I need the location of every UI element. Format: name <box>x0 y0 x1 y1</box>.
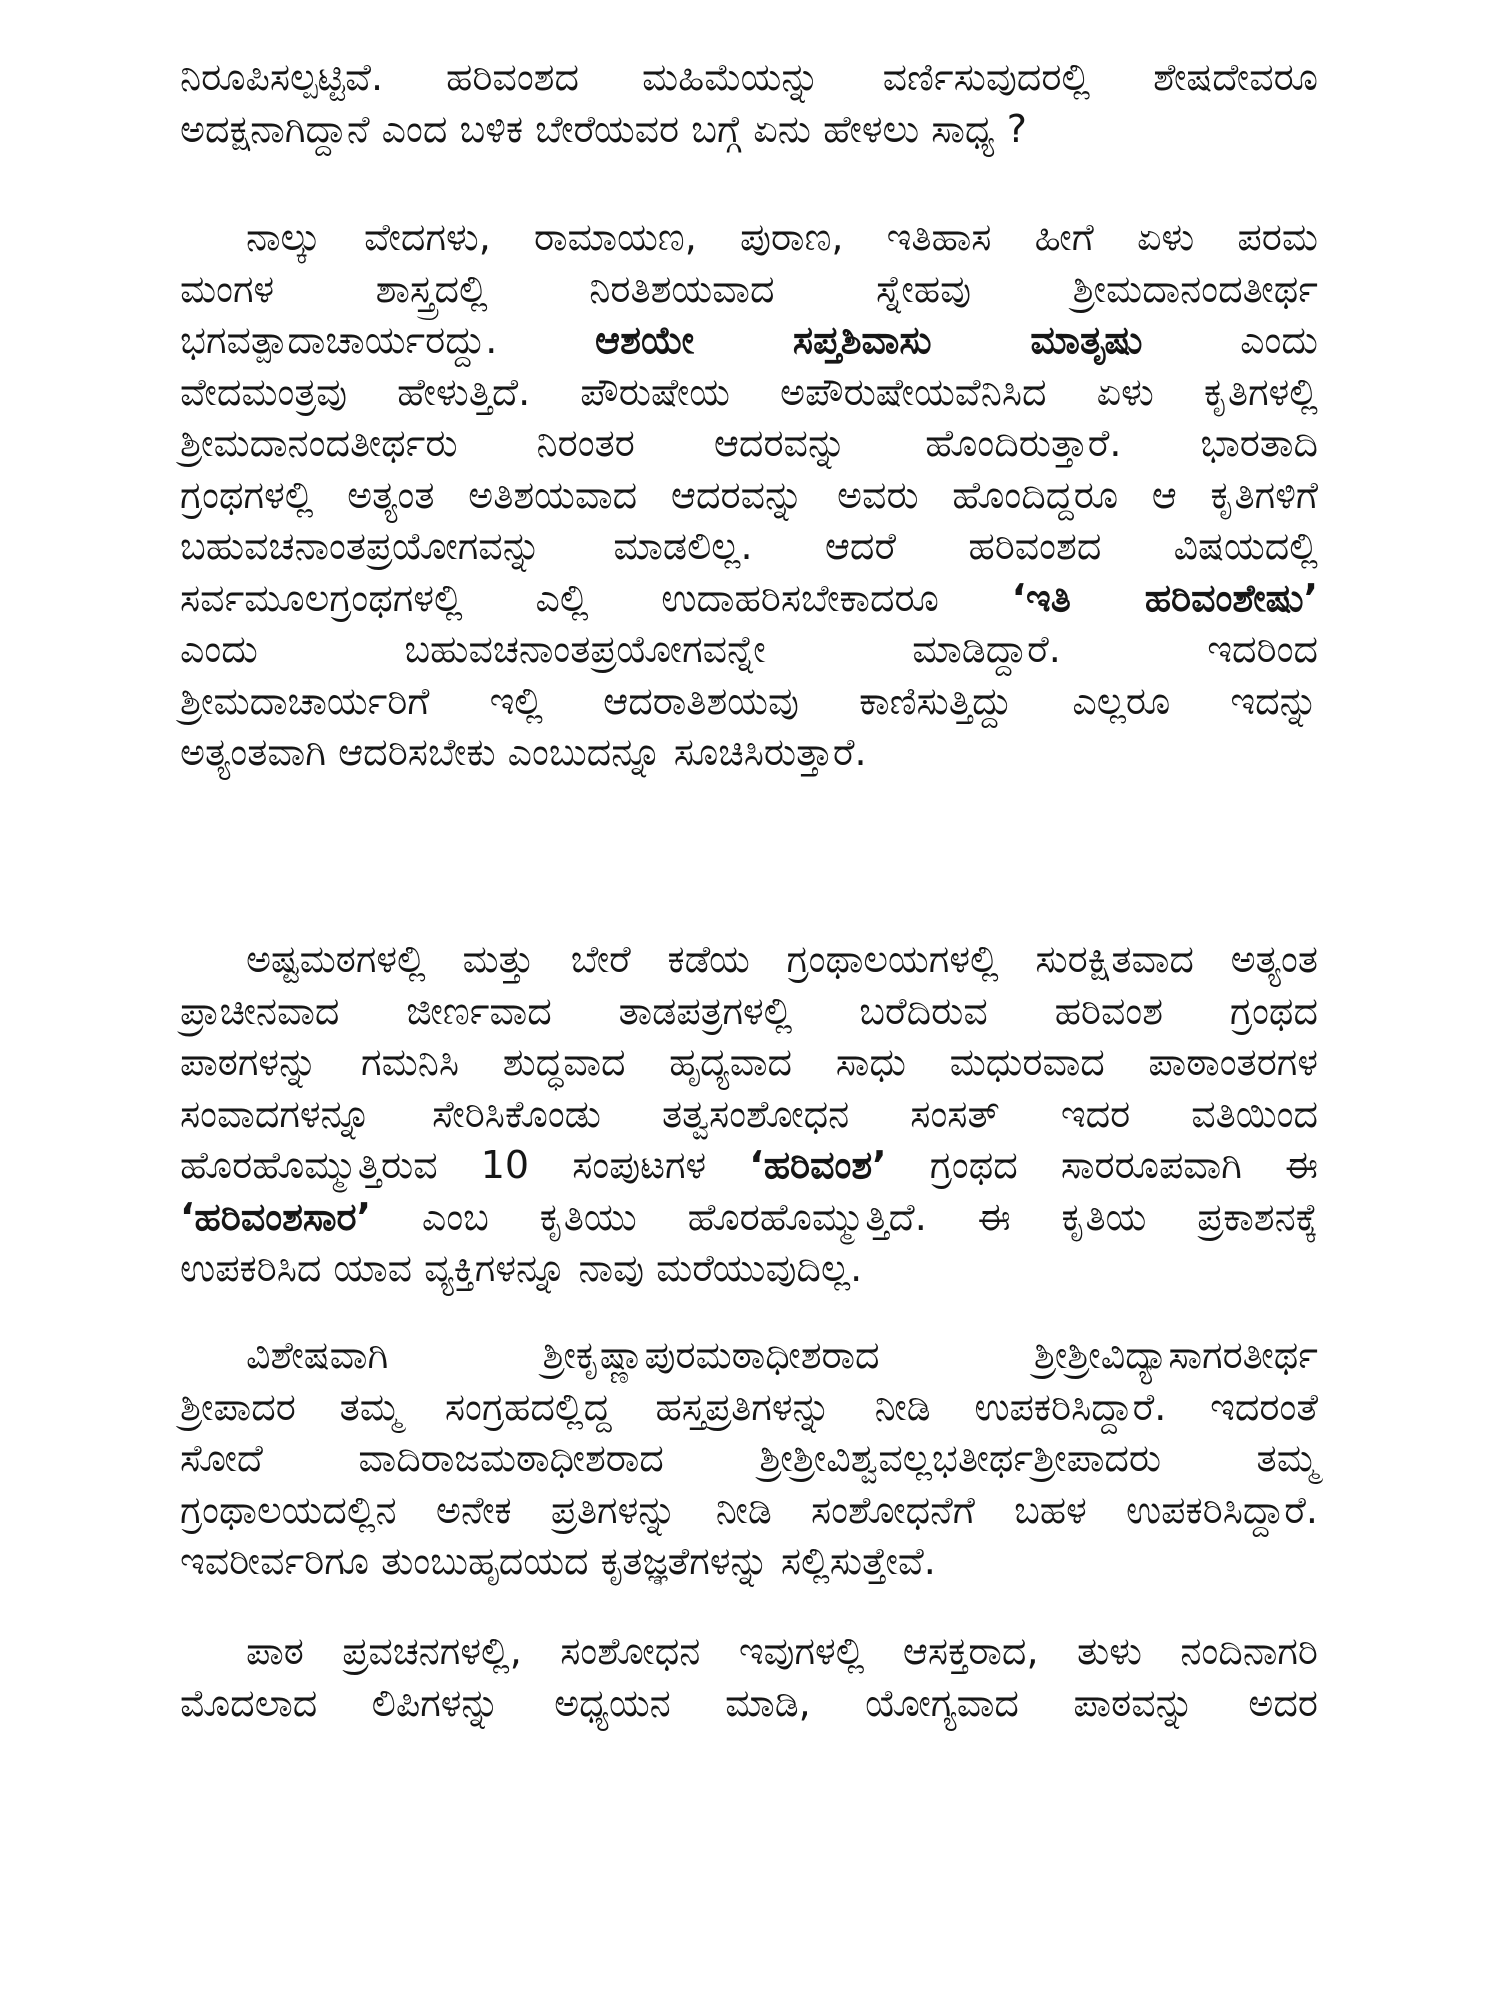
text-segment: ಎಂಬ ಕೃತಿಯು ಹೊರಹೊಮ್ಮುತ್ತಿದೆ. ಈ ಕೃತಿಯ ಪ್ರಕಾಶನಕ್ಕೆ <box>371 1194 1318 1239</box>
text-line <box>180 103 1318 155</box>
text-line <box>180 1381 1318 1433</box>
text-segment: ಪ್ರಾಚೀನವಾದ ಜೀರ್ಣವಾದ ತಾಡಪತ್ರಗಳಲ್ಲಿ ಬರೆದಿರುವ ಹರಿವಂಶ ಗ್ರಂಥದ <box>180 988 1318 1033</box>
bold-text: ‘ಇತಿ ಹರಿವಂಶೇಷು’ <box>1011 575 1319 620</box>
text-line <box>180 314 1318 366</box>
text-line <box>180 1484 1318 1536</box>
text-segment: ವೇದಮಂತ್ರವು ಹೇಳುತ್ತಿದೆ. ಪೌರುಷೇಯ ಅಪೌರುಷೇಯವೆನಿಸಿದ ಏಳು ಕೃತಿಗಳಲ್ಲಿ <box>180 369 1318 414</box>
text-segment: ಇವರೀರ್ವರಿಗೂ ತುಂಬುಹೃದಯದ ಕೃತಜ್ಞತೆಗಳನ್ನು ಸಲ್ಲಿಸುತ್ತೇವೆ. <box>180 1539 936 1583</box>
text-line <box>180 1088 1318 1140</box>
text-segment: ಮಂಗಳ ಶಾಸ್ತ್ರದಲ್ಲಿ ನಿರತಿಶಯವಾದ ಸ್ನೇಹವು ಶ್ರೀಮದಾನಂದತೀರ್ಥ <box>180 266 1318 311</box>
text-line <box>180 1677 1318 1729</box>
text-line <box>180 985 1318 1037</box>
text-segment: ಗ್ರಂಥಗಳಲ್ಲಿ ಅತ್ಯಂತ ಅತಿಶಯವಾದ ಆದರವನ್ನು ಅವರು ಹೊಂದಿದ್ದರೂ ಆ ಕೃತಿಗಳಿಗೆ <box>180 472 1318 517</box>
text-line <box>180 1535 1318 1587</box>
text-line <box>180 1139 1318 1191</box>
text-segment: ಅಷ್ಟಮಠಗಳಲ್ಲಿ ಮತ್ತು ಬೇರೆ ಕಡೆಯ ಗ್ರಂಥಾಲಯಗಳಲ್ಲಿ ಸುರಕ್ಷಿತವಾದ ಅತ್ಯಂತ <box>246 937 1318 981</box>
text-segment: ಸರ್ವಮೂಲಗ್ರಂಥಗಳಲ್ಲಿ ಎಲ್ಲಿ ಉದಾಹರಿಸಬೇಕಾದರೂ <box>180 575 1012 620</box>
text-segment: ಸಂವಾದಗಳನ್ನೂ ಸೇರಿಸಿಕೊಂಡು ತತ್ವಸಂಶೋಧನ ಸಂಸತ್ ಇದರ ವತಿಯಿಂದ <box>180 1091 1318 1136</box>
text-line <box>180 623 1318 675</box>
text-segment: ಎಂದು ಬಹುವಚನಾಂತಪ್ರಯೋಗವನ್ನೇ ಮಾಡಿದ್ದಾರೆ. ಇದರಿಂದ <box>180 627 1318 671</box>
text-segment: ಸೋದೆ ವಾದಿರಾಜಮಠಾಧೀಶರಾದ ಶ್ರೀಶ್ರೀವಿಶ್ವವಲ್ಲಭತೀರ್ಥಶ್ರೀಪಾದರು ತಮ್ಮ <box>180 1436 1318 1480</box>
text-segment: ಉಪಕರಿಸಿದ ಯಾವ ವ್ಯಕ್ತಿಗಳನ್ನೂ ನಾವು ಮರೆಯುವುದಿಲ್ಲ. <box>180 1246 863 1290</box>
text-segment: ಬಹುವಚನಾಂತಪ್ರಯೋಗವನ್ನು ಮಾಡಲಿಲ್ಲ. ಆದರೆ ಹರಿವಂಶದ ವಿಷಯದಲ್ಲಿ <box>180 524 1318 568</box>
text-segment: ಪಾಠ ಪ್ರವಚನಗಳಲ್ಲಿ, ಸಂಶೋಧನ ಇವುಗಳಲ್ಲಿ ಆಸಕ್ತರಾದ, ತುಳು ನಂದಿನಾಗರಿ <box>246 1629 1318 1673</box>
text-line <box>246 211 1318 263</box>
text-line <box>246 933 1318 985</box>
text-line <box>180 417 1318 469</box>
text-line <box>180 520 1318 572</box>
bold-text: ಆಶಯೇ ಸಪ್ತಶಿವಾಸು ಮಾತೃಷು <box>595 318 1143 362</box>
text-segment: ಶ್ರೀಪಾದರ ತಮ್ಮ ಸಂಗ್ರಹದಲ್ಲಿದ್ದ ಹಸ್ತಪ್ರತಿಗಳನ್ನು ನೀಡಿ ಉಪಕರಿಸಿದ್ದಾರೆ. ಇದರಂತೆ <box>180 1384 1318 1429</box>
bold-text: ‘ಹರಿವಂಶಸಾರ’ <box>180 1194 372 1239</box>
text-line <box>180 675 1318 727</box>
text-segment: ಅದಕ್ಷನಾಗಿದ್ದಾನೆ ಎಂದ ಬಳಿಕ ಬೇರೆಯವರ ಬಗ್ಗೆ ಏನು ಹೇಳಲು ಸಾಧ್ಯ ? <box>180 106 1027 151</box>
text-segment: ನಾಲ್ಕು ವೇದಗಳು, ರಾಮಾಯಣ, ಪುರಾಣ, ಇತಿಹಾಸ ಹೀಗೆ ಏಳು ಪರಮ <box>246 215 1318 259</box>
text-segment: ಗ್ರಂಥದ ಸಾರರೂಪವಾಗಿ ಈ <box>886 1143 1318 1187</box>
text-line <box>180 1432 1318 1484</box>
text-segment: ನಿರೂಪಿಸಲ್ಪಟ್ಟಿವೆ. ಹರಿವಂಶದ ಮಹಿಮೆಯನ್ನು ವರ್ಣಿಸುವುದರಲ್ಲಿ ಶೇಷದೇವರೂ <box>180 55 1318 99</box>
text-line <box>180 1242 1318 1294</box>
text-segment: ಶ್ರೀಮದಾಚಾರ್ಯರಿಗೆ ಇಲ್ಲಿ ಆದರಾತಿಶಯವು ಕಾಣಿಸುತ್ತಿದ್ದು ಎಲ್ಲರೂ ಇದನ್ನು <box>180 678 1318 723</box>
text-segment: ಗ್ರಂಥಾಲಯದಲ್ಲಿನ ಅನೇಕ ಪ್ರತಿಗಳನ್ನು ನೀಡಿ ಸಂಶೋಧನೆಗೆ ಬಹಳ ಉಪಕರಿಸಿದ್ದಾರೆ. <box>180 1487 1318 1532</box>
text-line <box>246 1329 1318 1381</box>
text-line <box>180 263 1318 315</box>
text-segment: ಎಂದು <box>1142 318 1318 362</box>
text-segment: ಪಾಠಗಳನ್ನು ಗಮನಿಸಿ ಶುದ್ಧವಾದ ಹೃದ್ಯವಾದ ಸಾಧು ಮಧುರವಾದ ಪಾಠಾಂತರಗಳ <box>180 1040 1318 1084</box>
text-line <box>180 572 1318 624</box>
text-segment: ಅತ್ಯಂತವಾಗಿ ಆದರಿಸಬೇಕು ಎಂಬುದನ್ನೂ ಸೂಚಿಸಿರುತ್ತಾರೆ. <box>180 730 867 774</box>
text-line <box>180 1191 1318 1243</box>
text-line <box>246 1625 1318 1677</box>
text-line <box>180 1036 1318 1088</box>
text-segment: ಹೊರಹೊಮ್ಮುತ್ತಿರುವ 10 ಸಂಪುಟಗಳ <box>180 1143 750 1187</box>
text-segment: ಮೊದಲಾದ ಲಿಪಿಗಳನ್ನು ಅಧ್ಯಯನ ಮಾಡಿ, ಯೋಗ್ಯವಾದ ಪಾಠವನ್ನು ಅದರ <box>180 1680 1318 1725</box>
text-segment: ಭಗವತ್ಪಾದಾಚಾರ್ಯರದ್ದು. <box>180 318 596 362</box>
text-line <box>180 469 1318 521</box>
text-segment: ವಿಶೇಷವಾಗಿ ಶ್ರೀಕೃಷ್ಣಾಪುರಮಠಾಧೀಶರಾದ ಶ್ರೀಶ್ರೀವಿದ್ಯಾಸಾಗರತೀರ್ಥ <box>246 1333 1318 1377</box>
text-line <box>180 51 1318 103</box>
bold-text: ‘ಹರಿವಂಶ’ <box>749 1143 887 1187</box>
text-line <box>180 366 1318 418</box>
text-segment: ಶ್ರೀಮದಾನಂದತೀರ್ಥರು ನಿರಂತರ ಆದರವನ್ನು ಹೊಂದಿರುತ್ತಾರೆ. ಭಾರತಾದಿ <box>180 421 1318 465</box>
text-line <box>180 726 1318 778</box>
